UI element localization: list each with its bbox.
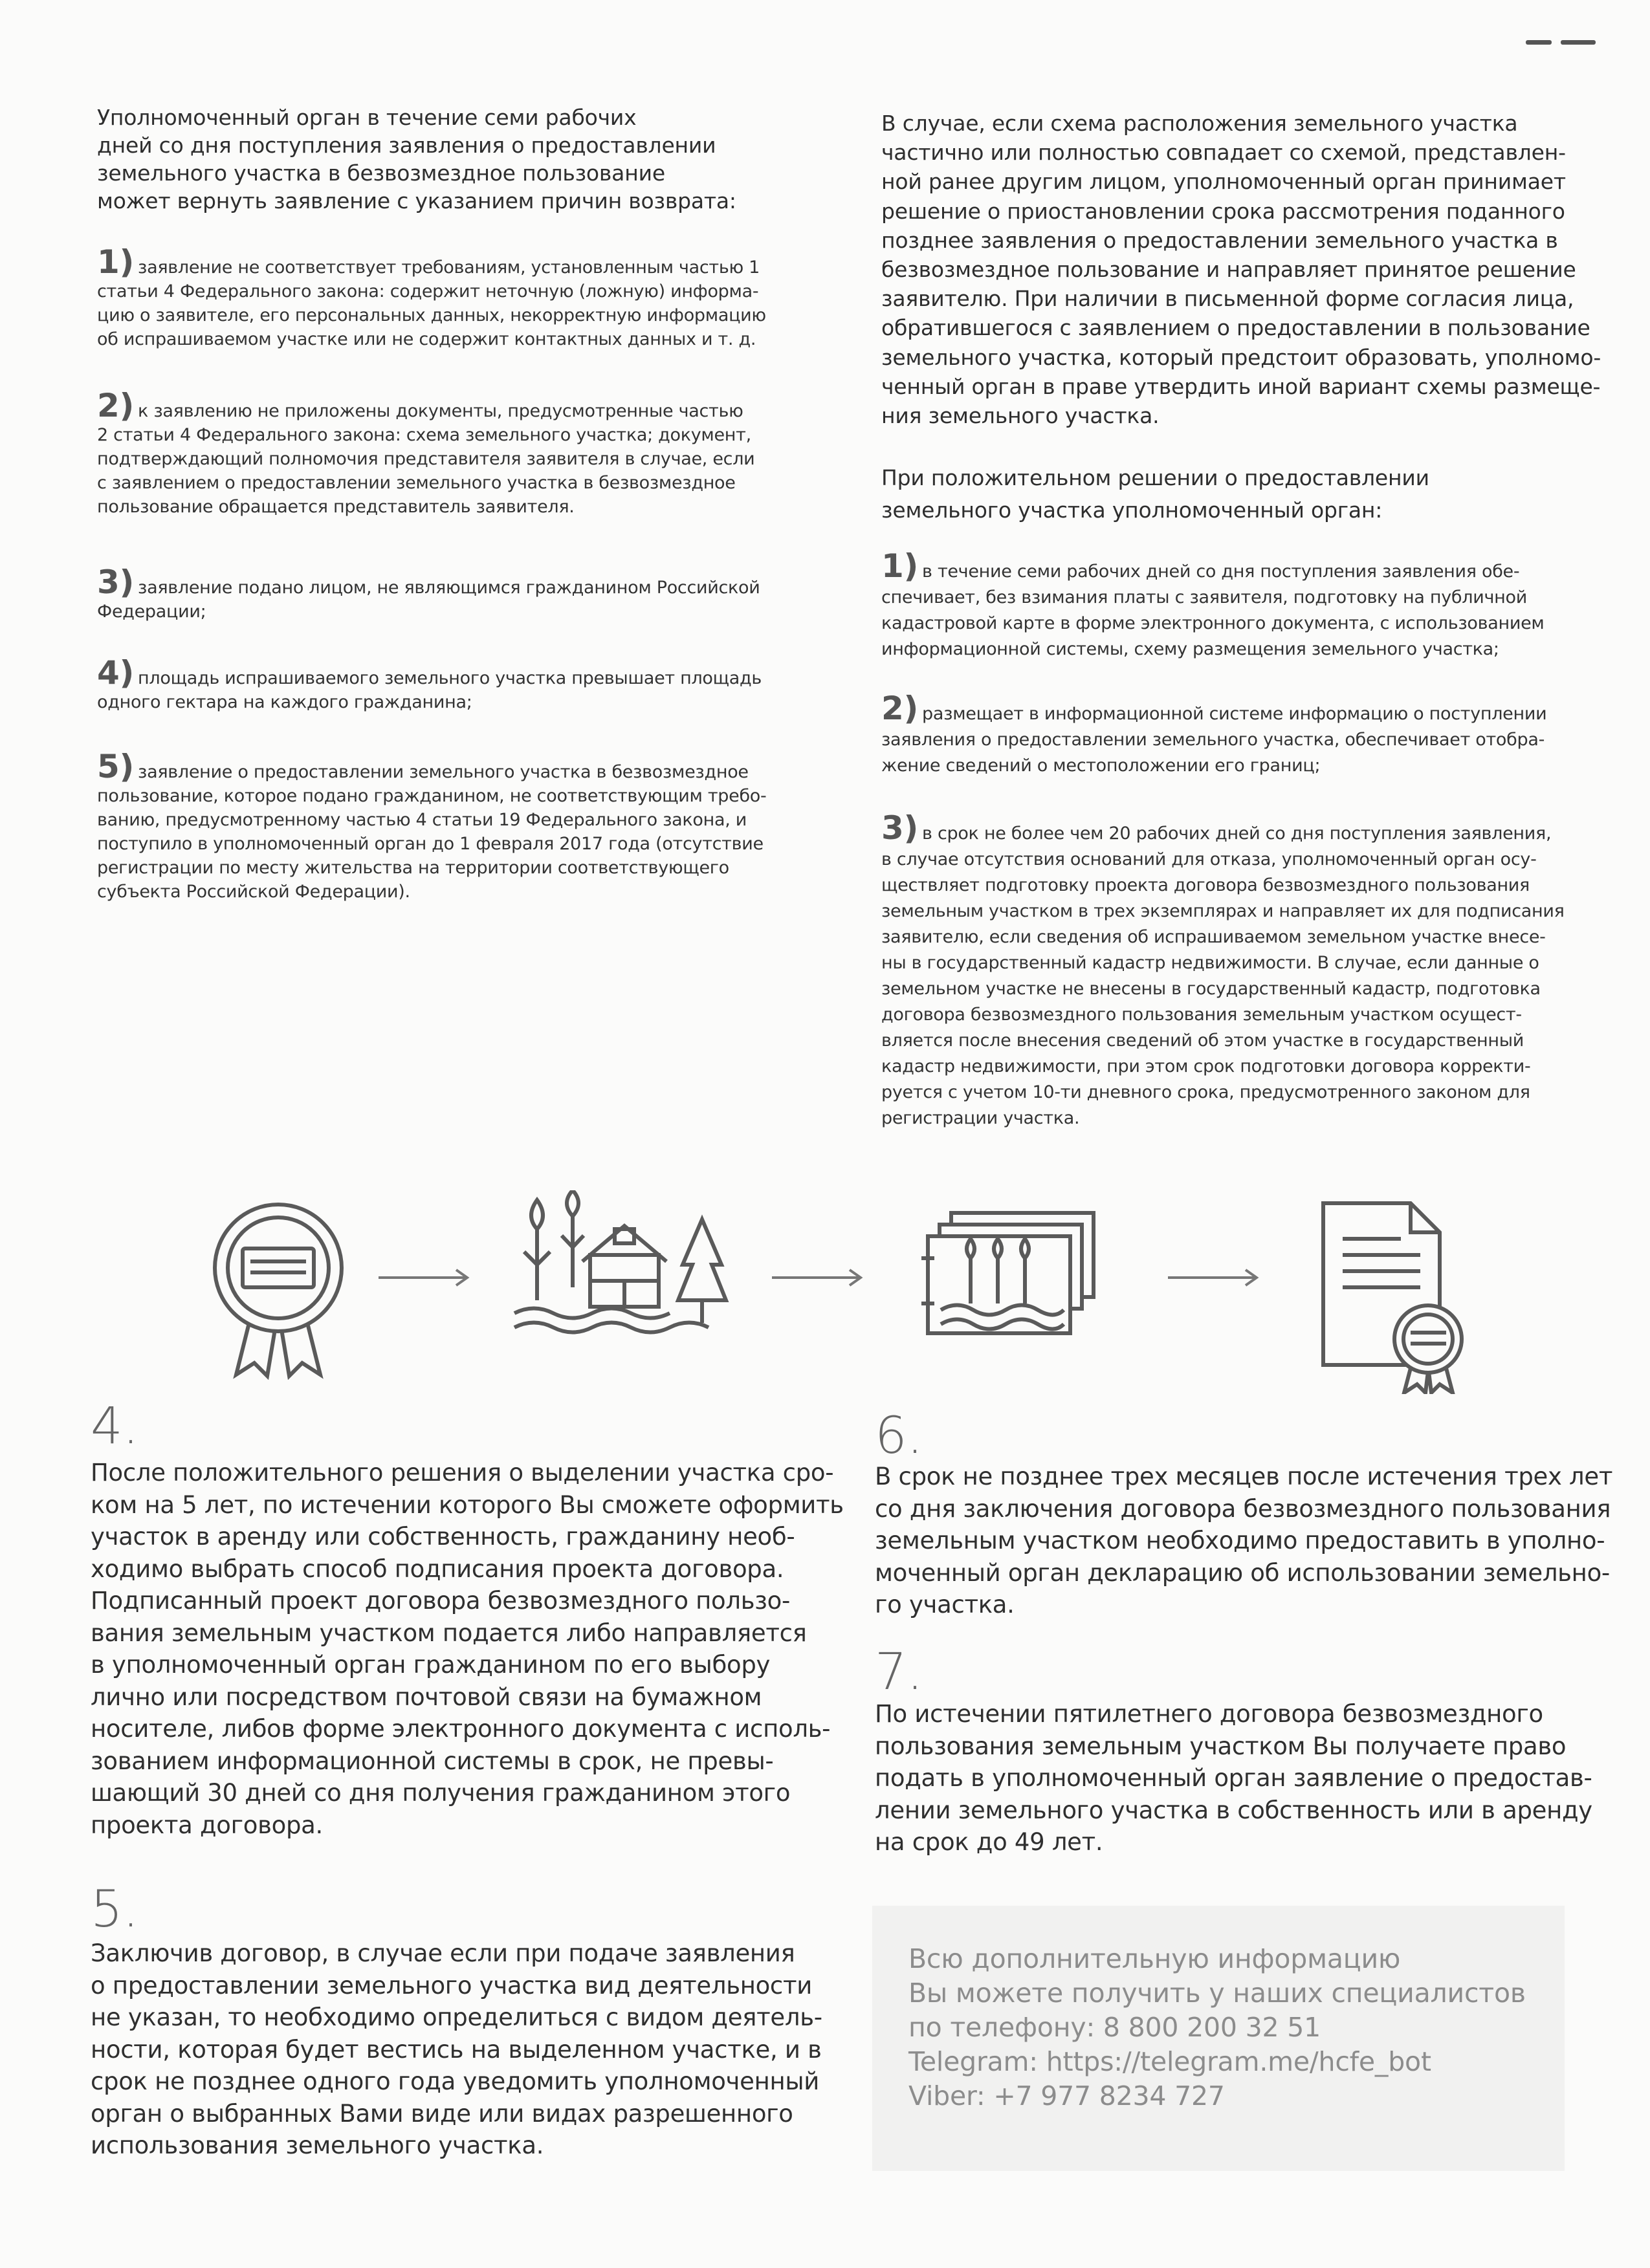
- text-line: лично или посредством почтовой связи на бумажном: [91, 1683, 762, 1711]
- text-line: Вы можете получить у наших специалистов: [908, 1978, 1526, 2009]
- item-text: статьи 4 Федерального закона: содержит неточную (ложную) информа-: [97, 281, 759, 301]
- step-6-number: 6.: [875, 1407, 923, 1465]
- text-line: В случае, если схема расположения земельного участка: [881, 111, 1518, 136]
- item-text: заявления о предоставлении земельного участка, обеспечивает отобра-: [881, 730, 1545, 750]
- text-line: [881, 950, 1580, 976]
- text-line: [97, 654, 796, 692]
- text-line: частично или полностью совпадает со схемой, представлен-: [881, 140, 1566, 166]
- text-line: [881, 1028, 1580, 1054]
- return-reason-1: [97, 243, 796, 351]
- text-line: [881, 611, 1580, 637]
- item-text: заявление о предоставлении земельного участка в безвозмездное: [138, 762, 749, 782]
- text-line: со дня заключения договора безвозмездного пользования: [875, 1494, 1611, 1523]
- text-line: Telegram: https://telegram.me/hcfe_bot: [908, 2046, 1431, 2077]
- text-line: пользования земельным участком Вы получаете право: [875, 1732, 1567, 1760]
- item-text: руется с учетом 10-ти дневного срока, предусмотренного законом для: [881, 1082, 1530, 1102]
- text-line: [97, 471, 796, 495]
- text-line: Подписанный проект договора безвозмездного пользо-: [91, 1587, 791, 1615]
- text-line: [97, 447, 796, 471]
- documents-icon: [919, 1206, 1100, 1339]
- text-line: [881, 809, 1580, 847]
- item-text: одного гектара на каждого гражданина;: [97, 692, 472, 712]
- text-line: [881, 1080, 1580, 1106]
- text-line: Всю дополнительную информацию: [908, 1943, 1401, 1974]
- arrow-right-icon: [375, 1265, 472, 1291]
- text-line: По истечении пятилетнего договора безвозмездного: [875, 1700, 1543, 1728]
- text-line: [97, 279, 796, 303]
- text-line: шающий 30 дней со дня получения гражданином этого: [91, 1779, 791, 1807]
- return-intro: [97, 104, 776, 215]
- text-line: заявителю. При наличии в письменной форме согласия лица,: [881, 286, 1574, 312]
- text-line: [881, 976, 1580, 1002]
- item-text: ны в государственный кадастр недвижимости. В случае, если данные о: [881, 953, 1539, 973]
- text-line: носителе, либов форме электронного документа с исполь-: [91, 1715, 831, 1743]
- item-number: 4): [97, 654, 135, 692]
- item-text: вляется после внесения сведений об этом участке в государственный: [881, 1030, 1524, 1051]
- text-line: орган о выбранных Вами виде или видах разрешенного: [91, 2099, 793, 2128]
- item-text: кадастровой карте в форме электронного документа, с использованием: [881, 613, 1545, 633]
- text-line: проекта договора.: [91, 1811, 323, 1839]
- item-text: в срок не более чем 20 рабочих дней со дня поступления заявления,: [922, 823, 1552, 844]
- item-text: спечивает, без взимания платы с заявителя, подготовку на публичной: [881, 587, 1527, 607]
- item-text: заявителю, если сведения об испрашиваемом земельном участке внесе-: [881, 927, 1546, 947]
- text-line: по телефону: 8 800 200 32 51: [908, 2012, 1321, 2043]
- item-text: к заявлению не приложены документы, предусмотренные частью: [138, 401, 743, 421]
- text-line: решение о приостановлении срока рассмотрения поданного: [881, 198, 1565, 224]
- text-line: [97, 856, 796, 880]
- text-line: моченный орган декларацию об использовании земельно-: [875, 1558, 1610, 1587]
- step-4-number: 4.: [91, 1397, 139, 1456]
- text-line: [97, 808, 796, 832]
- text-line: [881, 585, 1580, 611]
- item-number: 5): [97, 748, 135, 785]
- text-line: [881, 690, 1580, 727]
- text-line: Уполномоченный орган в течение семи рабочих: [97, 105, 637, 130]
- item-text: с заявлением о предоставлении земельного участка в безвозмездное: [97, 473, 736, 493]
- step-5-number: 5.: [91, 1881, 139, 1939]
- text-line: ности, которая будет вестись на выделенном участке, и в: [91, 2035, 822, 2064]
- text-line: обратившегося с заявлением о предоставлении в пользование: [881, 315, 1590, 341]
- text-line: [97, 495, 796, 519]
- item-text: ществляет подготовку проекта договора безвозмездного пользования: [881, 875, 1530, 895]
- item-text: субъекта Российской Федерации).: [97, 882, 410, 902]
- item-number: 2): [97, 387, 135, 424]
- text-line: [97, 880, 796, 904]
- text-line: [97, 748, 796, 785]
- item-text: площадь испрашиваемого земельного участка превышает площадь: [138, 668, 762, 688]
- text-line: [97, 423, 796, 447]
- text-line: позднее заявления о предоставлении земельного участка в: [881, 227, 1558, 253]
- item-number: 1): [881, 547, 919, 585]
- item-text: поступило в уполномоченный орган до 1 февраля 2017 года (отсутствие: [97, 834, 764, 854]
- text-line: Заключив договор, в случае если при подаче заявления: [91, 1939, 795, 1967]
- positive-decision-intro: [881, 462, 1580, 527]
- item-number: 2): [881, 690, 919, 727]
- text-line: [97, 563, 796, 601]
- text-line: [97, 600, 796, 624]
- item-text: жение сведений о местоположении его границ;: [881, 756, 1321, 776]
- item-text: Федерации;: [97, 602, 206, 622]
- seal-icon: [210, 1200, 346, 1381]
- item-text: в течение семи рабочих дней со дня поступления заявления обе-: [922, 562, 1520, 582]
- item-number: 3): [97, 563, 135, 601]
- item-number: 3): [881, 809, 919, 847]
- return-reason-4: [97, 654, 796, 714]
- text-line: о предоставлении земельного участка вид деятельности: [91, 1971, 812, 2000]
- text-line: [881, 727, 1580, 753]
- arrow-right-icon: [769, 1265, 866, 1291]
- text-line: [881, 847, 1580, 873]
- item-text: цию о заявителе, его персональных данных, некорректную информацию: [97, 305, 766, 325]
- item-text: информационной системы, схему размещения земельного участка;: [881, 639, 1499, 659]
- text-line: ком на 5 лет, по истечении которого Вы сможете оформить: [91, 1490, 844, 1519]
- scheme-overlap-paragraph: [881, 109, 1601, 430]
- text-line: В срок не позднее трех месяцев после истечения трех лет: [875, 1463, 1613, 1490]
- step-6-text: [875, 1461, 1613, 1621]
- text-line: [881, 1002, 1580, 1028]
- item-text: кадастр недвижимости, при этом срок подготовки договора корректи-: [881, 1056, 1531, 1076]
- step-7-number: 7.: [875, 1643, 923, 1701]
- text-line: в уполномоченный орган гражданином по его выбору: [91, 1651, 771, 1679]
- item-text: в случае отсутствия оснований для отказа, уполномоченный орган осу-: [881, 849, 1537, 869]
- item-text: пользование, которое подано гражданином, не соответствующим требо-: [97, 786, 767, 806]
- arrow-right-icon: [1165, 1265, 1262, 1291]
- positive-step-2: [881, 690, 1580, 779]
- item-text: подтверждающий полномочия представителя заявителя в случае, если: [97, 449, 755, 469]
- text-line: земельного участка уполномоченный орган:: [881, 497, 1383, 523]
- text-line: может вернуть заявление с указанием причин возврата:: [97, 188, 736, 213]
- return-reason-5: [97, 748, 796, 904]
- item-text: об испрашиваемом участке или не содержит контактных данных и т. д.: [97, 329, 756, 349]
- text-line: [881, 547, 1580, 585]
- return-reason-2: [97, 387, 796, 519]
- item-text: размещает в информационной системе информацию о поступлении: [922, 704, 1547, 724]
- step-4-text: [91, 1457, 844, 1841]
- text-line: [97, 243, 796, 281]
- scan-mark: [1526, 40, 1552, 45]
- text-line: [97, 387, 796, 424]
- text-line: на срок до 49 лет.: [875, 1828, 1103, 1856]
- text-line: ной ранее другим лицом, уполномоченный орган принимает: [881, 169, 1566, 195]
- return-reason-3: [97, 563, 796, 624]
- text-line: безвозмездное пользование и направляет принятое решение: [881, 257, 1576, 283]
- text-line: [881, 924, 1580, 950]
- item-number: 1): [97, 243, 135, 281]
- positive-step-3: [881, 809, 1580, 1131]
- item-text: земельном участке не внесены в государственный кадастр, подготовка: [881, 979, 1541, 999]
- text-line: ходимо выбрать способ подписания проекта договора.: [91, 1554, 784, 1583]
- text-line: го участка.: [875, 1591, 1015, 1619]
- text-line: [881, 637, 1580, 662]
- text-line: [97, 690, 796, 714]
- text-line: ченный орган в праве утвердить иной вариант схемы размеще-: [881, 373, 1601, 399]
- text-line: дней со дня поступления заявления о предоставлении: [97, 133, 716, 158]
- text-line: [97, 303, 796, 327]
- item-text: 2 статьи 4 Федерального закона: схема земельного участка; документ,: [97, 425, 751, 445]
- text-line: вания земельным участком подается либо направляется: [91, 1619, 807, 1647]
- item-text: земельным участком в трех экземплярах и направляет их для подписания: [881, 901, 1565, 921]
- text-line: [881, 873, 1580, 899]
- text-line: [97, 327, 796, 351]
- item-text: регистрации участка.: [881, 1108, 1080, 1128]
- contact-info: [908, 1942, 1526, 2113]
- text-line: участок в аренду или собственность, гражданину необ-: [91, 1523, 795, 1551]
- item-text: регистрации по месту жительства на территории соответствующего: [97, 858, 729, 878]
- text-line: ния земельного участка.: [881, 403, 1160, 429]
- text-line: использования земельного участка.: [91, 2132, 544, 2159]
- farm-icon: [511, 1190, 731, 1339]
- text-line: [881, 1054, 1580, 1080]
- scan-mark: [1561, 40, 1596, 45]
- text-line: подать в уполномоченный орган заявление о предостав-: [875, 1764, 1592, 1792]
- positive-step-1: [881, 547, 1580, 662]
- text-line: При положительном решении о предоставлении: [881, 465, 1429, 490]
- item-text: заявление не соответствует требованиям, установленным частью 1: [138, 257, 760, 278]
- item-text: договора безвозмездного пользования земельным участком осущест-: [881, 1005, 1522, 1025]
- text-line: не указан, то необходимо определиться с видом деятель-: [91, 2003, 822, 2031]
- item-text: ванию, предусмотренному частью 4 статьи 19 Федерального закона, и: [97, 810, 747, 830]
- text-line: [881, 753, 1580, 779]
- text-line: После положительного решения о выделении участка сро-: [91, 1459, 834, 1487]
- item-text: пользование обращается представитель заявителя.: [97, 497, 575, 517]
- text-line: зованием информационной системы в срок, не превы-: [91, 1747, 774, 1775]
- text-line: срок не позднее одного года уведомить уполномоченный: [91, 2067, 820, 2095]
- text-line: [97, 832, 796, 856]
- step-7-text: [875, 1698, 1592, 1859]
- certificate-icon: [1317, 1200, 1469, 1394]
- text-line: [881, 1106, 1580, 1131]
- text-line: земельным участком необходимо предоставить в уполно-: [875, 1527, 1605, 1554]
- text-line: лении земельного участка в собственность или в аренду: [875, 1796, 1592, 1824]
- text-line: Viber: +7 977 8234 727: [908, 2080, 1225, 2111]
- item-text: заявление подано лицом, не являющимся гражданином Российской: [138, 578, 760, 598]
- text-line: [97, 784, 796, 808]
- step-5-text: [91, 1937, 822, 2162]
- text-line: земельного участка, который предстоит образовать, уполномо-: [881, 344, 1601, 370]
- text-line: земельного участка в безвозмездное пользование: [97, 160, 665, 186]
- text-line: [881, 899, 1580, 924]
